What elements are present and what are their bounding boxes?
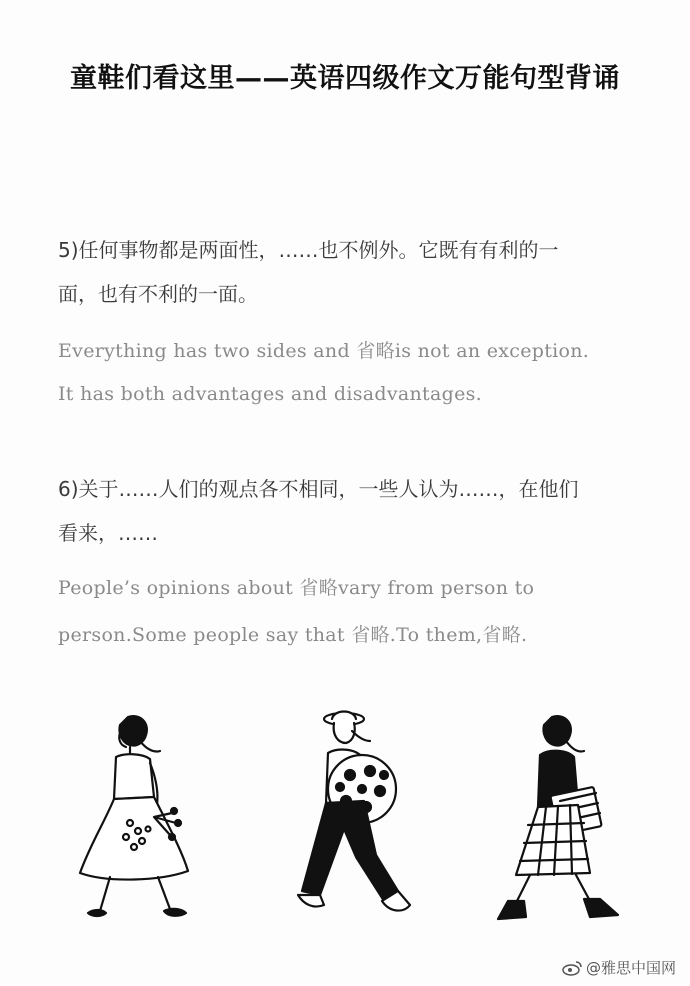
item-6-english-line2: person.Some people say that 省略.To them,省略. xyxy=(58,624,528,646)
girl-with-books-icon xyxy=(468,705,638,935)
weibo-logo-icon xyxy=(562,960,582,976)
item-5-english-line2: It has both advantages and disadvantages. xyxy=(58,383,483,405)
item-6-english-line1: People’s opinions about 省略vary from person to xyxy=(58,577,535,599)
watermark-text: @雅思中国网 xyxy=(585,959,676,977)
watermark xyxy=(562,957,676,978)
walker-with-hat-and-ball-icon xyxy=(258,705,428,935)
item-6-chinese-line1: 6)关于……人们的观点各不相同，一些人认为……，在他们 xyxy=(58,477,579,501)
item-6-chinese-line2: 看来，…… xyxy=(58,521,158,545)
item-5-chinese-line1: 5)任何事物都是两面性，……也不例外。它既有有利的一 xyxy=(58,238,559,262)
item-5-english-line1: Everything has two sides and 省略is not an exception. xyxy=(58,340,590,362)
item-6-chinese xyxy=(58,467,658,555)
page-title: 童鞋们看这里——英语四级作文万能句型背诵 xyxy=(70,63,620,94)
item-5-chinese-line2: 面，也有不利的一面。 xyxy=(58,282,258,306)
girl-with-flowers-icon xyxy=(50,705,210,935)
item-5-chinese xyxy=(58,228,658,316)
